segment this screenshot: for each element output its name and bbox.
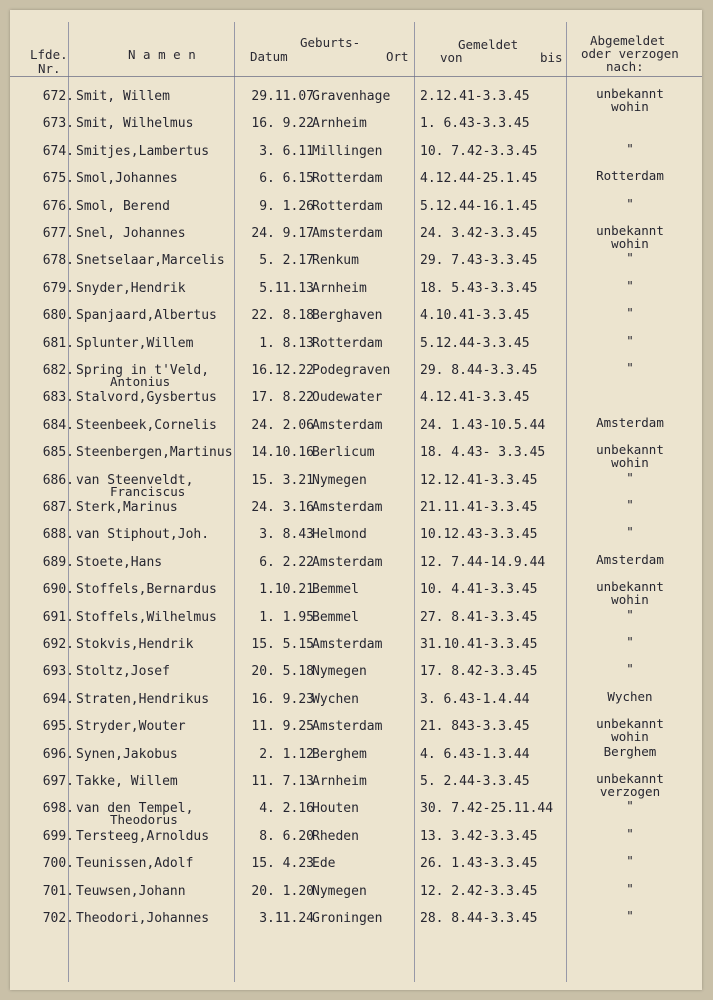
document-sheet (10, 10, 702, 990)
table-row (10, 688, 702, 719)
entry-registered-period: 18. 5.43-3.3.45 (420, 280, 538, 296)
entry-deregistered-line1: " (626, 908, 634, 923)
entry-number: 700. (42, 856, 74, 872)
entry-birth-place: Arnheim (312, 116, 367, 132)
entry-deregistered-to (560, 772, 700, 798)
entry-birth-date: 15. 4.23 (251, 856, 314, 872)
entry-birth-place: Amsterdam (312, 637, 383, 652)
entry-birth-place: Rotterdam (312, 198, 383, 214)
entry-birth-place: Arnheim (312, 280, 367, 296)
entry-name: Stalvord,Gysbertus (76, 390, 217, 406)
entry-registered-period: 30. 7.42-25.11.44 (420, 801, 554, 817)
entry-birth-date: 16.12.22 (251, 363, 314, 378)
entry-deregistered-line1: " (626, 798, 634, 814)
entry-deregistered-line1: " (626, 524, 634, 540)
entry-name: Spring in t'Veld, (76, 363, 210, 378)
entry-registered-period: 21.11.41-3.3.45 (420, 500, 538, 515)
table-row (10, 86, 702, 116)
header-abgemeldet-3: nach: (606, 59, 644, 74)
entry-number: 674. (42, 143, 74, 159)
entry-birth-place: Renkum (312, 253, 359, 269)
header-ort: Ort (386, 49, 409, 64)
entry-birth-place: Podegraven (312, 363, 391, 378)
entry-name: Theodori,Johannes (76, 911, 210, 926)
entry-name: Snel, Johannes (76, 226, 186, 241)
entry-deregistered-to (560, 662, 700, 675)
entry-birth-place: Amsterdam (312, 500, 383, 515)
entry-deregistered-to (560, 142, 700, 155)
table-row (10, 798, 702, 828)
entry-deregistered-to (560, 471, 700, 484)
entry-registered-period: 3. 6.43-1.4.44 (420, 691, 530, 707)
entry-deregistered-to (560, 197, 700, 210)
entry-birth-place: Berlicum (312, 445, 375, 461)
entry-name: Smol, Berend (76, 198, 170, 214)
entry-birth-place: Nymegen (312, 883, 367, 899)
entry-birth-date: 20. 1.20 (251, 883, 314, 899)
entry-number: 686. (42, 472, 74, 488)
header-geburts: Geburts- (300, 35, 361, 50)
entry-registered-period: 1. 6.43-3.3.45 (420, 116, 530, 132)
table-row (10, 469, 702, 500)
entry-registered-period: 26. 1.43-3.3.45 (420, 856, 538, 872)
entry-birth-date: 20. 5.18 (251, 664, 314, 680)
entry-number: 698. (42, 801, 74, 817)
table-row (10, 305, 702, 335)
entry-name: Teunissen,Adolf (76, 856, 194, 872)
entry-number: 682. (42, 363, 74, 378)
entry-name-continuation: Antonius (110, 374, 171, 389)
entry-registered-period: 29. 8.44-3.3.45 (420, 363, 538, 378)
entry-deregistered-line1: " (626, 469, 634, 485)
entry-birth-place: Gravenhage (312, 89, 391, 104)
entry-name: Stoffels,Bernardus (76, 582, 217, 598)
entry-deregistered-to (560, 525, 700, 538)
entry-name: Splunter,Willem (76, 335, 194, 351)
header-abgemeldet-1: Abgemeldet (590, 33, 666, 48)
entry-registered-period: 29. 7.43-3.3.45 (420, 253, 538, 269)
entry-deregistered-line1: Amsterdam (596, 414, 664, 430)
entry-registered-period: 4.12.41-3.3.45 (420, 390, 530, 406)
entry-number: 685. (42, 445, 74, 461)
entry-deregistered-to (560, 169, 700, 182)
entry-deregistered-line2: wohin (611, 455, 649, 471)
entry-number: 689. (42, 554, 74, 570)
entry-deregistered-line1: " (626, 634, 634, 649)
entry-deregistered-line2: wohin (611, 99, 649, 114)
entry-birth-date: 24. 3.16 (251, 500, 314, 515)
entry-registered-period: 10.12.43-3.3.45 (420, 527, 538, 543)
entry-number: 695. (42, 719, 74, 735)
entry-birth-place: Amsterdam (312, 226, 383, 241)
entry-birth-place: Houten (312, 801, 359, 817)
entry-deregistered-line1: unbekannt (596, 223, 664, 238)
entry-registered-period: 13. 3.42-3.3.45 (420, 828, 538, 844)
entry-deregistered-line1: unbekannt (596, 716, 664, 732)
entry-registered-period: 4. 6.43-1.3.44 (420, 746, 530, 762)
entry-deregistered-line2: wohin (611, 592, 649, 608)
entry-number: 699. (42, 828, 74, 844)
entry-birth-date: 5.11.13 (259, 280, 314, 296)
header-datum: Datum (250, 49, 288, 64)
entry-birth-date: 14.10.16 (251, 445, 314, 461)
entry-birth-date: 5. 2.17 (259, 253, 314, 269)
entry-birth-date: 3.11.24 (259, 911, 314, 926)
entry-birth-date: 11. 9.25 (251, 719, 314, 735)
entry-birth-date: 1. 8.13 (259, 335, 314, 351)
entry-registered-period: 24. 1.43-10.5.44 (420, 417, 546, 433)
entry-birth-place: Oudewater (312, 390, 383, 406)
entry-birth-place: Amsterdam (312, 417, 383, 433)
entry-deregistered-line1: " (626, 332, 634, 348)
entry-deregistered-line1: " (626, 250, 634, 266)
entry-deregistered-to (560, 306, 700, 319)
entry-number: 687. (42, 500, 74, 515)
entry-number: 696. (42, 746, 74, 762)
entry-deregistered-line1: unbekannt (596, 579, 664, 595)
entry-deregistered-to (560, 635, 700, 648)
entry-birth-date: 29.11.07 (251, 89, 314, 104)
entry-deregistered-line1: " (626, 825, 634, 841)
entry-registered-period: 27. 8.41-3.3.45 (420, 609, 538, 625)
table-row (10, 661, 702, 691)
entry-deregistered-line1: " (626, 880, 634, 896)
entry-name: Steenbeek,Cornelis (76, 417, 217, 433)
entry-registered-period: 31.10.41-3.3.45 (420, 637, 538, 652)
entry-birth-place: Arnheim (312, 774, 367, 789)
entry-deregistered-to (560, 909, 700, 922)
entry-registered-period: 18. 4.43- 3.3.45 (420, 445, 546, 461)
table-row (10, 825, 702, 856)
entry-birth-place: Amsterdam (312, 719, 383, 735)
header-rule (10, 76, 702, 77)
entry-number: 693. (42, 664, 74, 680)
entry-birth-place: Berghem (312, 746, 367, 762)
entry-birth-place: Nymegen (312, 664, 367, 680)
table-row (10, 116, 702, 143)
entry-number: 678. (42, 253, 74, 269)
entry-deregistered-line1: Rotterdam (596, 168, 664, 184)
entry-deregistered-line1: unbekannt (596, 86, 664, 101)
entry-deregistered-to (560, 224, 700, 250)
entry-number: 694. (42, 691, 74, 707)
entry-deregistered-line1: " (626, 606, 634, 622)
table-row (10, 880, 702, 911)
entry-deregistered-line1: " (626, 661, 634, 677)
entry-name: Stoete,Hans (76, 554, 163, 570)
header-von: von (440, 50, 463, 65)
entry-birth-date: 3. 6.11 (259, 143, 314, 159)
table-row (10, 579, 702, 609)
entry-name: Stokvis,Hendrik (76, 637, 194, 652)
entry-birth-date: 17. 8.22 (251, 390, 314, 406)
header-abgemeldet-2: oder verzogen (581, 46, 679, 61)
entry-deregistered-to (560, 854, 700, 867)
entry-deregistered-line1: " (626, 853, 634, 869)
entry-name: Smol,Johannes (76, 171, 178, 187)
entry-deregistered-to (560, 361, 700, 374)
entry-birth-date: 8. 6.20 (259, 828, 314, 844)
table-row (10, 223, 702, 253)
table-row (10, 414, 702, 445)
table-row (10, 250, 702, 280)
entry-name: Teuwsen,Johann (76, 883, 186, 899)
table-row (10, 140, 702, 171)
entry-registered-period: 4.12.44-25.1.45 (420, 171, 538, 187)
entry-deregistered-line1: " (626, 360, 634, 375)
entry-birth-place: Nymegen (312, 472, 367, 488)
entry-number: 675. (42, 171, 74, 187)
entry-name: Stoffels,Wilhelmus (76, 609, 217, 625)
table-row (10, 634, 702, 664)
entry-name-continuation: Theodorus (110, 812, 178, 828)
header-lfde: Lfde. (30, 47, 68, 62)
entry-name: Sterk,Marinus (76, 500, 178, 515)
entry-birth-date: 15. 3.21 (251, 472, 314, 488)
entry-deregistered-to (560, 251, 700, 264)
entry-birth-place: Rotterdam (312, 171, 383, 187)
entry-birth-date: 16. 9.22 (251, 116, 314, 132)
entry-birth-place: Wychen (312, 691, 359, 707)
entry-deregistered-line2: wohin (611, 729, 649, 745)
entry-name: Takke, Willem (76, 774, 178, 789)
entry-name: Smit, Willem (76, 89, 170, 104)
table-row (10, 195, 702, 226)
entry-birth-place: Berghaven (312, 308, 383, 324)
entry-registered-period: 28. 8.44-3.3.45 (420, 911, 538, 926)
entry-number: 690. (42, 582, 74, 598)
entry-number: 676. (42, 198, 74, 214)
entry-deregistered-to (560, 416, 700, 429)
entry-birth-date: 22. 8.18 (251, 308, 314, 324)
entry-number: 683. (42, 390, 74, 406)
entry-registered-period: 5.12.44-3.3.45 (420, 335, 530, 351)
entry-birth-date: 3. 8.43 (259, 527, 314, 543)
entry-deregistered-to (560, 87, 700, 113)
entry-deregistered-to (560, 334, 700, 347)
entry-name-continuation: Franciscus (110, 483, 186, 499)
entry-number: 680. (42, 308, 74, 324)
entry-birth-place: Bemmel (312, 609, 359, 625)
entry-registered-period: 5.12.44-16.1.45 (420, 198, 538, 214)
header-bis: bis (540, 50, 563, 65)
entry-deregistered-to (560, 443, 700, 469)
entry-deregistered-line1: Amsterdam (596, 551, 664, 567)
entry-deregistered-line1: " (626, 140, 634, 156)
entry-name: Snetselaar,Marcelis (76, 253, 225, 269)
entry-birth-date: 6. 2.22 (259, 554, 314, 570)
entry-birth-place: Groningen (312, 911, 383, 926)
entry-registered-period: 10. 7.42-3.3.45 (420, 143, 538, 159)
entry-number: 701. (42, 883, 74, 899)
entry-birth-place: Millingen (312, 143, 383, 159)
entry-birth-date: 16. 9.23 (251, 691, 314, 707)
entry-registered-period: 5. 2.44-3.3.45 (420, 774, 530, 789)
entry-number: 697. (42, 774, 74, 789)
entry-deregistered-to (560, 553, 700, 566)
entry-number: 688. (42, 527, 74, 543)
entry-birth-place: Helmond (312, 527, 367, 543)
table-row (10, 524, 702, 554)
entry-registered-period: 21. 843-3.3.45 (420, 719, 530, 735)
entry-name: Steenbergen,Martinus (76, 445, 233, 461)
entry-deregistered-to (560, 799, 700, 812)
entry-registered-period: 12. 7.44-14.9.44 (420, 554, 546, 570)
entry-birth-place: Rheden (312, 828, 359, 844)
entry-number: 677. (42, 226, 74, 241)
entry-birth-date: 24. 2.06 (251, 417, 314, 433)
entry-deregistered-to (560, 717, 700, 743)
entry-birth-date: 1. 1.95 (259, 609, 314, 625)
entry-birth-date: 4. 2.16 (259, 801, 314, 817)
table-row (10, 360, 702, 390)
entry-number: 672. (42, 89, 74, 104)
entry-deregistered-line1: Berghem (603, 743, 657, 759)
entry-birth-date: 9. 1.26 (259, 198, 314, 214)
entry-name: Stoltz,Josef (76, 664, 170, 680)
entry-birth-date: 6. 6.15 (259, 171, 314, 187)
entry-birth-date: 1.10.21 (259, 582, 314, 598)
entry-registered-period: 2.12.41-3.3.45 (420, 89, 530, 104)
entry-registered-period: 17. 8.42-3.3.45 (420, 664, 538, 680)
table-row (10, 853, 702, 883)
entry-birth-place: Rotterdam (312, 335, 383, 351)
entry-deregistered-to (560, 608, 700, 621)
entry-deregistered-line1: unbekannt (596, 771, 664, 786)
entry-name: Spanjaard,Albertus (76, 308, 217, 324)
entry-birth-place: Bemmel (312, 582, 359, 598)
entry-registered-period: 4.10.41-3.3.45 (420, 308, 530, 324)
entry-name: Snyder,Hendrik (76, 280, 186, 296)
entry-birth-date: 24. 9.17 (251, 226, 314, 241)
entry-name: Synen,Jakobus (76, 746, 178, 762)
table-row (10, 332, 702, 363)
table-row (10, 606, 702, 637)
entry-number: 692. (42, 637, 74, 652)
table-row (10, 743, 702, 774)
table-row (10, 908, 702, 938)
entry-number: 684. (42, 417, 74, 433)
header-namen: N a m e n (128, 47, 196, 62)
entry-deregistered-line1: " (626, 195, 634, 211)
entry-deregistered-line2: wohin (611, 236, 649, 251)
entry-name: van den Tempel, (76, 801, 194, 817)
entry-number: 673. (42, 116, 74, 132)
entry-name: Tersteeg,Arnoldus (76, 828, 210, 844)
entry-deregistered-line1: " (626, 305, 634, 321)
header-nr: Nr. (38, 61, 61, 76)
entry-name: Straten,Hendrikus (76, 691, 210, 707)
entry-deregistered-line1: " (626, 497, 634, 512)
entry-deregistered-to (560, 827, 700, 840)
entry-birth-place: Amsterdam (312, 554, 383, 570)
entry-number: 702. (42, 911, 74, 926)
table-row (10, 551, 702, 582)
entry-deregistered-line2: verzogen (599, 784, 661, 799)
entry-deregistered-to (560, 882, 700, 895)
table-row (10, 497, 702, 527)
entry-birth-place: Ede (312, 856, 336, 872)
entry-registered-period: 12.12.41-3.3.45 (420, 472, 538, 488)
entry-birth-date: 11. 7.13 (251, 774, 314, 789)
entry-deregistered-to (560, 580, 700, 606)
entry-name: Smitjes,Lambertus (76, 143, 210, 159)
table-row (10, 716, 702, 746)
table-row (10, 277, 702, 308)
entry-deregistered-line1: unbekannt (596, 442, 664, 458)
entry-name: Stryder,Wouter (76, 719, 186, 735)
table-row (10, 771, 702, 801)
entry-name: van Stiphout,Joh. (76, 527, 210, 543)
table-row (10, 168, 702, 198)
entry-deregistered-to (560, 745, 700, 758)
entry-number: 681. (42, 335, 74, 351)
entry-deregistered-line1: Wychen (607, 688, 653, 704)
entry-name: van Steenveldt, (76, 472, 194, 488)
entry-deregistered-line1: " (626, 277, 634, 293)
entry-number: 679. (42, 280, 74, 296)
entry-registered-period: 12. 2.42-3.3.45 (420, 883, 538, 899)
entry-number: 691. (42, 609, 74, 625)
entry-registered-period: 24. 3.42-3.3.45 (420, 226, 538, 241)
header-gemeldet: Gemeldet (458, 37, 519, 52)
entry-birth-date: 15. 5.15 (251, 637, 314, 652)
entry-name: Smit, Wilhelmus (76, 116, 194, 132)
entry-deregistered-to (560, 690, 700, 703)
entry-registered-period: 10. 4.41-3.3.45 (420, 582, 538, 598)
table-row (10, 390, 702, 417)
entry-deregistered-to (560, 279, 700, 292)
entry-birth-date: 2. 1.12 (259, 746, 314, 762)
table-row (10, 442, 702, 472)
entry-deregistered-to (560, 498, 700, 511)
